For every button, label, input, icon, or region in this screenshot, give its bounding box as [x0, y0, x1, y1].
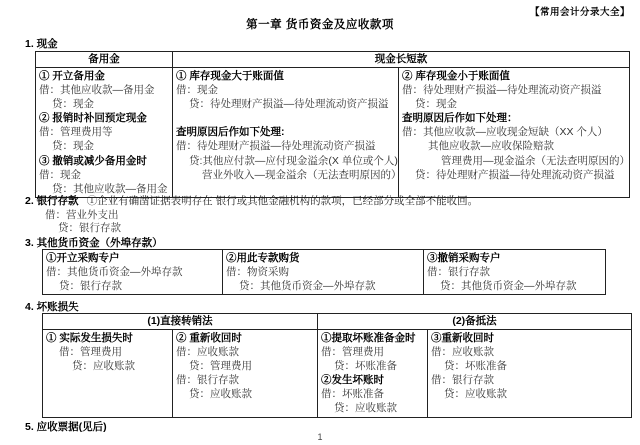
entry-line: 借：银行存款: [176, 374, 239, 387]
entry-line: 贷：应收账款: [189, 388, 252, 401]
section-2-note: ①企业有确凿证据表明存在 银行或其他金融机构的款项，已经部分或全部不能收回。: [86, 195, 479, 207]
cash-table-body-row: [36, 68, 630, 198]
cash-over-book-cell: [173, 68, 402, 198]
entry-line: 借：物资采购: [226, 266, 289, 279]
entry-line: 借：应收账款: [176, 346, 239, 359]
entry-line: 贷:其他应付款—应付现金溢余(X 单位或个人): [189, 154, 398, 167]
recovered-direct-cell: [173, 330, 318, 418]
entry-heading: ②用此专款购货: [226, 252, 300, 264]
entry-line: 借：待处理财产损溢—待处理流动资产损溢: [402, 84, 602, 97]
section-2-entries: [25, 209, 633, 236]
provision-cell: [318, 330, 428, 418]
entry-line: 贷：现金: [52, 140, 94, 153]
entry-heading: ① 库存现金大于账面值: [176, 70, 284, 82]
entry-line: 贷：应收账款: [444, 388, 507, 401]
entry-line: 营业外收入—现金溢余（无法查明原因的）: [202, 168, 402, 181]
entry-line: 贷：现金: [52, 98, 94, 111]
entry-line: 贷：现金: [415, 98, 457, 111]
entry-line: [176, 111, 395, 125]
section-4-label: 4. 坏账损失: [25, 301, 79, 313]
header-reserve-fund: 备用金: [36, 52, 173, 68]
bad-debt-header-row: [43, 314, 632, 330]
entry-line: 管理费用—现金溢余（无法查明原因的）: [441, 154, 630, 167]
entry-heading: ③重新收回时: [431, 332, 494, 344]
reserve-fund-cell: [36, 68, 173, 198]
entry-heading: ② 库存现金小于账面值: [402, 70, 510, 82]
bad-debt-table: [42, 313, 632, 418]
recovered-allowance-cell: [428, 330, 632, 418]
entry-line: 贷：其他货币资金—外埠存款: [440, 280, 577, 293]
entry-line: 贷：管理费用: [189, 360, 252, 373]
section-5-label: 5. 应收票据(见后): [25, 421, 107, 433]
page-number: 1: [317, 432, 323, 442]
entry-line: 借：银行存款: [431, 374, 494, 387]
header-cash-over-short: 现金长短款: [173, 52, 630, 68]
entry-heading: ① 开立备用金: [39, 70, 105, 82]
entry-line: 借：管理费用: [321, 346, 384, 359]
entry-heading: 查明原因后作如下处理：: [402, 112, 518, 125]
entry-line: 借：银行存款: [427, 266, 490, 279]
entry-line: 借：营业外支出: [45, 208, 119, 221]
corner-tag: 【常用会计分录大全】: [529, 7, 630, 18]
entry-heading: ①开立采购专户: [46, 252, 120, 264]
section-3-label: 3. 其他货币资金（外埠存款）: [25, 237, 163, 249]
entry-line: 贷：应收账款: [72, 360, 135, 373]
section-2-bank-deposits: [25, 195, 633, 236]
entry-line: 贷：坏账准备: [334, 360, 397, 373]
other-monetary-funds-table: [42, 249, 606, 295]
entry-heading: ② 重新收回时: [176, 332, 242, 344]
section-1-label: 1. 现金: [25, 38, 58, 50]
entry-line: 借：其他应收款—应收现金短缺（XX 个人）: [402, 126, 608, 139]
entry-line: 贷：待处理财产损溢—待处理流动资产损溢: [415, 168, 615, 181]
entry-line: 借：其他货币资金—外埠存款: [46, 266, 183, 279]
open-purchase-account-cell: [43, 250, 223, 295]
entry-line: 贷：待处理财产损溢—待处理流动资产损溢: [189, 98, 389, 111]
entry-line: 借：坏账准备: [321, 388, 384, 401]
entry-heading: 查明原因后作如下处理:: [176, 126, 285, 139]
entry-line: 借：其他应收款—备用金: [39, 84, 155, 97]
actual-loss-cell: [43, 330, 173, 418]
page-title: 第一章 货币资金及应收款项: [246, 19, 394, 31]
entry-line: 贷：坏账准备: [444, 360, 507, 373]
entry-line: 贷：银行存款: [59, 280, 122, 293]
cash-table-header-row: [36, 52, 630, 68]
entry-heading: ① 实际发生损失时: [46, 332, 133, 344]
entry-line: 借：现金: [176, 84, 218, 97]
entry-line: 借：管理费用等: [39, 126, 113, 139]
entry-heading: ② 报销时补回预定现金: [39, 112, 147, 125]
header-direct-writeoff: (1)直接转销法: [43, 314, 318, 330]
entry-line: 借：应收账款: [431, 346, 494, 359]
entry-heading: ②发生坏账时: [321, 374, 384, 387]
use-funds-purchase-cell: [223, 250, 424, 295]
entry-line: 借：现金: [39, 168, 81, 181]
entry-line: 贷：银行存款: [58, 222, 121, 234]
bad-debt-body-row: [43, 330, 632, 418]
entry-line: 其他应收款—应收保险赔款: [428, 140, 554, 153]
entry-line: 贷：其他应收款—备用金: [52, 182, 168, 195]
cash-table: [35, 51, 630, 198]
cash-under-book-cell: [399, 68, 630, 198]
entry-line: 借：待处理财产损溢—待处理流动资产损溢: [176, 140, 376, 153]
entry-heading: ③ 撤销或减少备用金时: [39, 154, 147, 167]
entry-line: 借：管理费用: [59, 346, 122, 359]
entry-line: 贷：其他货币资金—外埠存款: [239, 280, 376, 293]
other-monetary-funds-row: [43, 250, 606, 295]
entry-heading: ③撤销采购专户: [427, 252, 501, 264]
section-2-heading: [25, 195, 633, 209]
section-2-label: 2. 银行存款: [25, 195, 79, 207]
cancel-purchase-account-cell: [424, 250, 606, 295]
entry-heading: ①提取坏账准备金时: [321, 332, 416, 344]
entry-line: 贷：应收账款: [334, 402, 397, 415]
header-allowance-method: (2)备抵法: [318, 314, 632, 330]
